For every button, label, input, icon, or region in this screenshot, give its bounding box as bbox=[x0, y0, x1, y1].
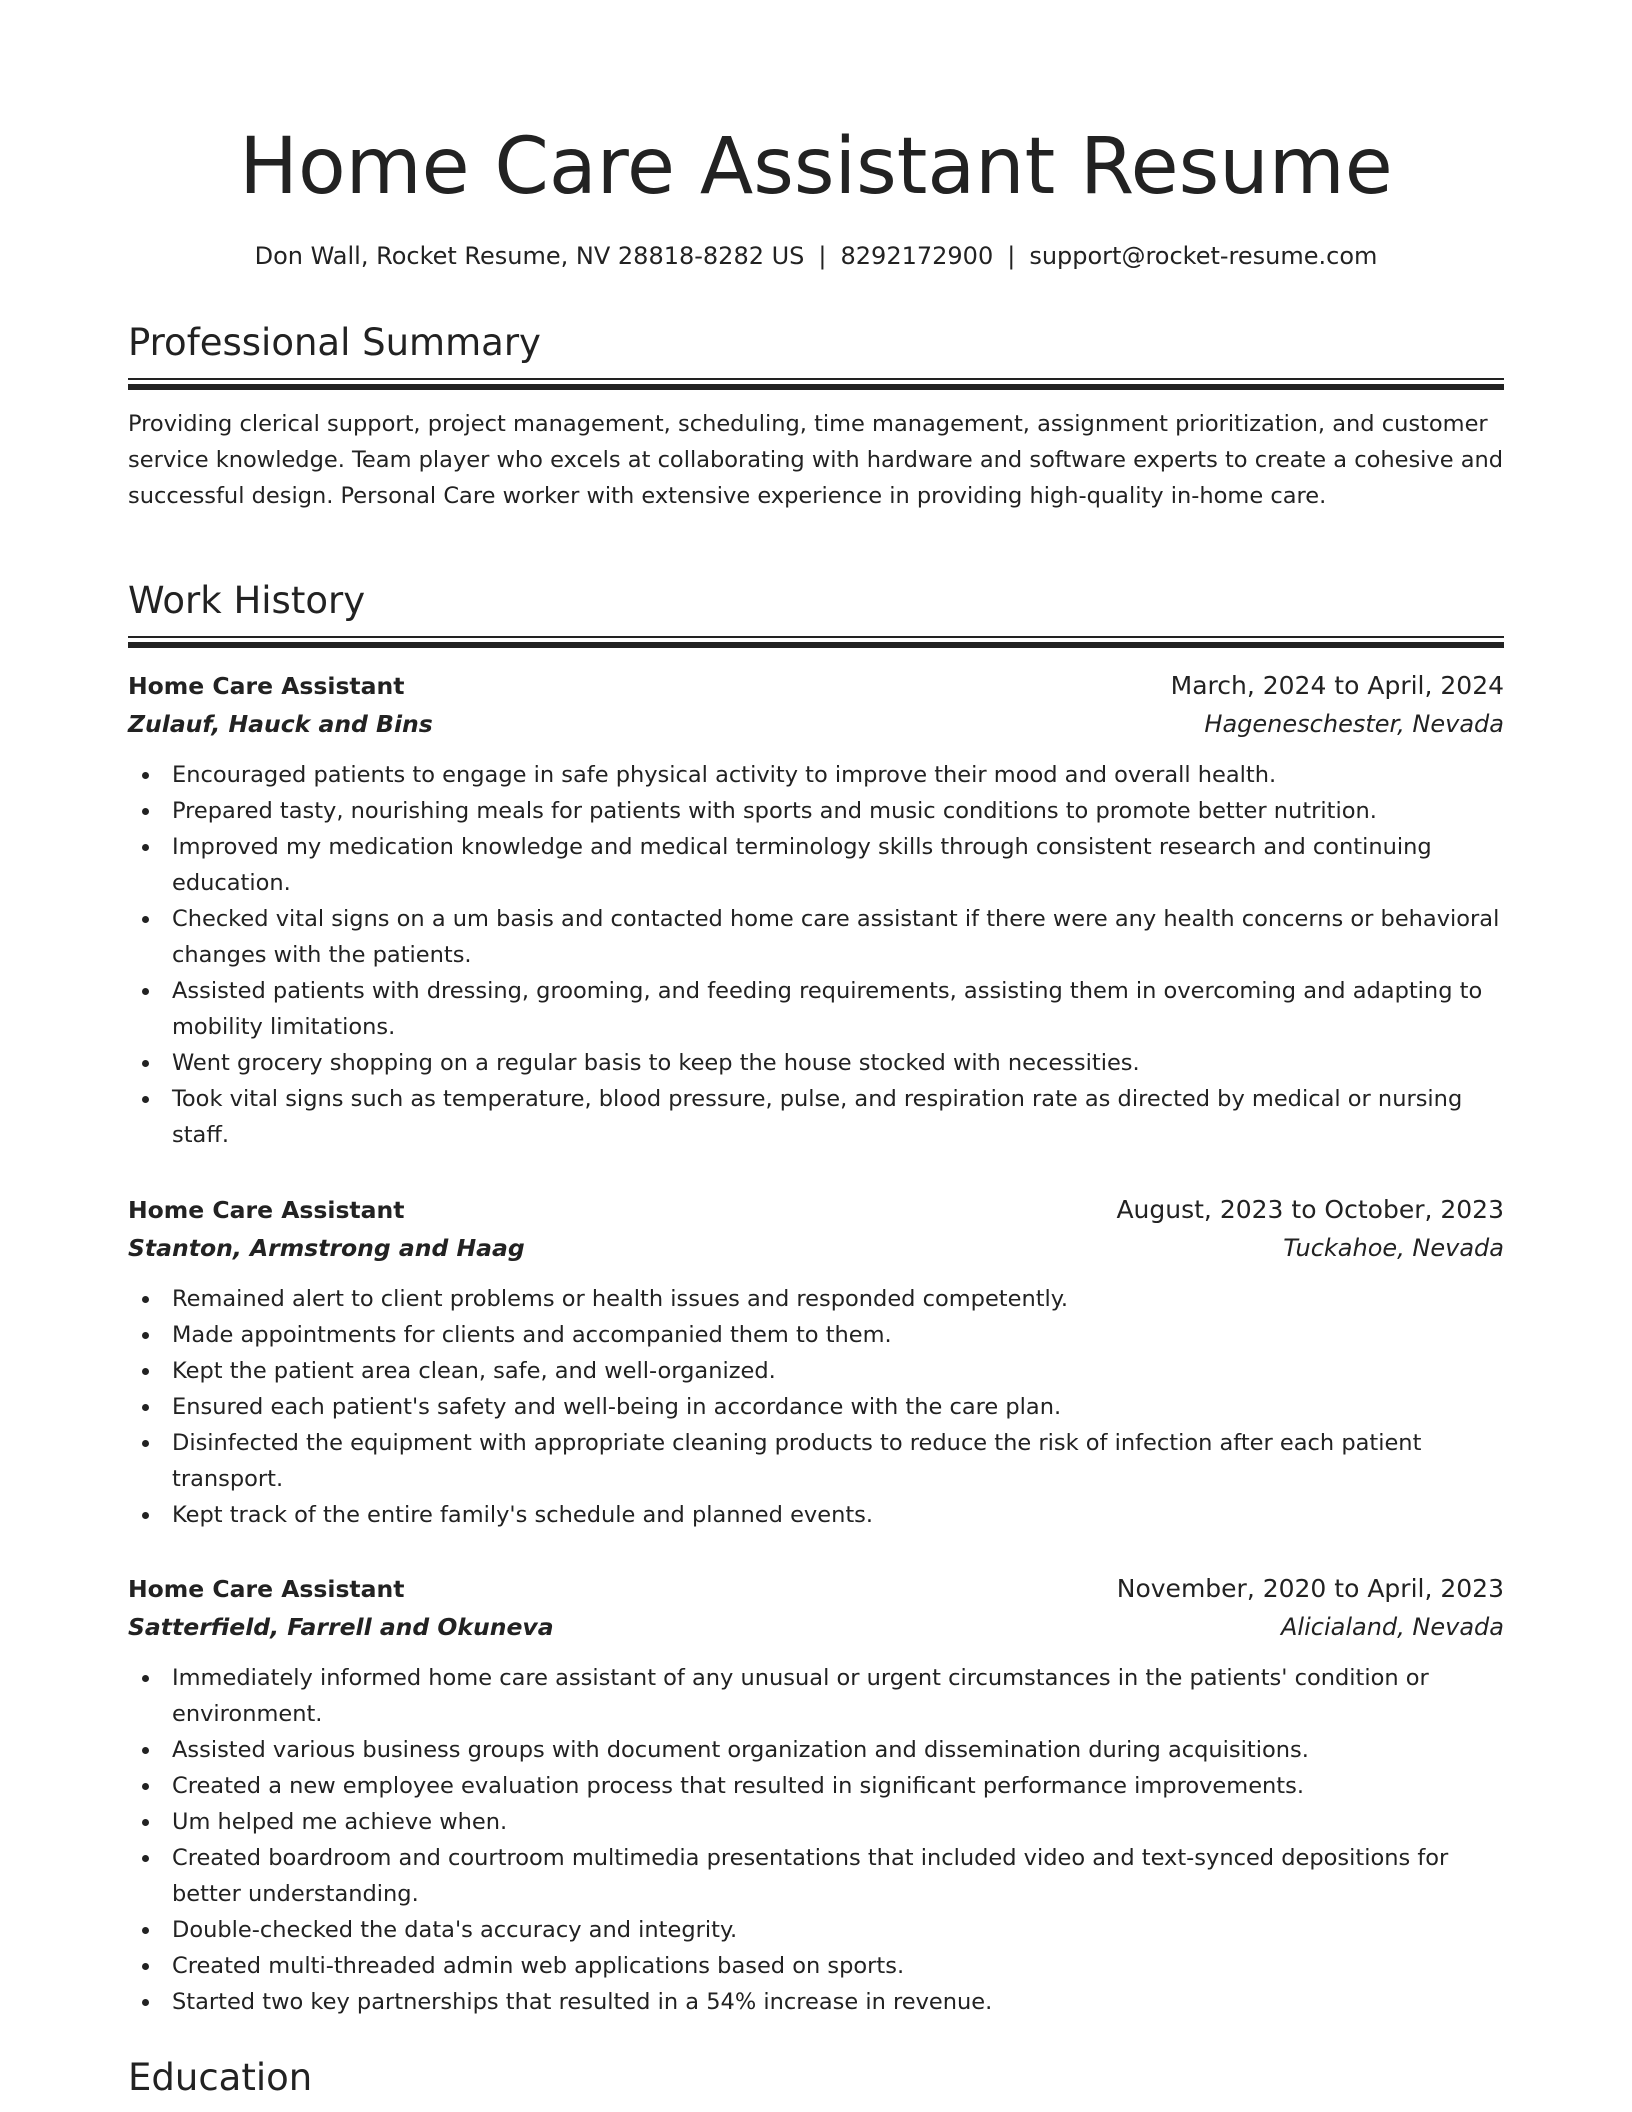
contact-separator: | bbox=[818, 242, 827, 270]
bullet-item: Encouraged patients to engage in safe physical activity to improve their mood and overall health. bbox=[172, 757, 1504, 793]
contact-line bbox=[128, 236, 1504, 276]
job-dates: March, 2024 to April, 2024 bbox=[1170, 671, 1504, 700]
bullet-item: Ensured each patient's safety and well-being in accordance with the care plan. bbox=[172, 1389, 1504, 1425]
bullet-item: Checked vital signs on a um basis and contacted home care assistant if there were any health concerns or behavioral changes with the patients. bbox=[172, 901, 1504, 973]
resume-title: Home Care Assistant Resume bbox=[239, 122, 1393, 212]
job-dates: August, 2023 to October, 2023 bbox=[1116, 1195, 1504, 1224]
bullet-item: Kept the patient area clean, safe, and well-organized. bbox=[172, 1353, 1504, 1389]
bullet-item: Prepared tasty, nourishing meals for patients with sports and music conditions to promote better nutrition. bbox=[172, 793, 1504, 829]
job-entry bbox=[128, 1570, 1504, 2020]
job-location: Tuckahoe, Nevada bbox=[1283, 1234, 1504, 1262]
bullet-item: Created boardroom and courtroom multimedia presentations that included video and text-synced depositions for better understanding. bbox=[172, 1840, 1504, 1912]
job-title: Home Care Assistant bbox=[128, 672, 405, 700]
bullet-item: Assisted various business groups with document organization and dissemination during acquisitions. bbox=[172, 1732, 1504, 1768]
section-divider bbox=[128, 378, 1504, 388]
job-title: Home Care Assistant bbox=[128, 1575, 405, 1603]
job-company: Stanton, Armstrong and Haag bbox=[128, 1234, 525, 1262]
contact-address: Don Wall, Rocket Resume, NV 28818-8282 US bbox=[254, 242, 805, 270]
contact-phone: 8292172900 bbox=[840, 242, 994, 270]
bullet-item: Went grocery shopping on a regular basis to keep the house stocked with necessities. bbox=[172, 1045, 1504, 1081]
bullet-item: Made appointments for clients and accompanied them to them. bbox=[172, 1317, 1504, 1353]
bullet-item: Created a new employee evaluation process that resulted in significant performance improvements. bbox=[172, 1768, 1504, 1804]
contact-separator: | bbox=[1007, 242, 1016, 270]
job-bullets bbox=[128, 1660, 1504, 2020]
bullet-item: Remained alert to client problems or health issues and responded competently. bbox=[172, 1281, 1504, 1317]
job-location: Hageneschester, Nevada bbox=[1204, 710, 1504, 738]
section-title-education: Education bbox=[128, 2056, 313, 2099]
contact-email: support@rocket-resume.com bbox=[1029, 242, 1378, 270]
bullet-item: Started two key partnerships that resulted in a 54% increase in revenue. bbox=[172, 1984, 1504, 2020]
section-title-work-history: Work History bbox=[128, 579, 366, 622]
job-bullets bbox=[128, 1281, 1504, 1533]
bullet-item: Um helped me achieve when. bbox=[172, 1804, 1504, 1840]
bullet-item: Immediately informed home care assistant of any unusual or urgent circumstances in the patients' condition or environment. bbox=[172, 1660, 1504, 1732]
summary-text: Providing clerical support, project management, scheduling, time management, assignment prioritization, and customer service knowledge. Team player who excels at collaborating with hardware and software experts to create a cohesive and successful design. Personal Care worker with extensive experience in providing high-quality in-home care. bbox=[128, 411, 1504, 509]
job-company: Zulauf, Hauck and Bins bbox=[128, 710, 433, 738]
job-entry bbox=[128, 1191, 1504, 1533]
bullet-item: Assisted patients with dressing, grooming, and feeding requirements, assisting them in overcoming and adapting to mobility limitations. bbox=[172, 973, 1504, 1045]
job-location: Alicialand, Nevada bbox=[1281, 1613, 1504, 1641]
bullet-item: Disinfected the equipment with appropriate cleaning products to reduce the risk of infection after each patient transport. bbox=[172, 1425, 1504, 1497]
bullet-item: Kept track of the entire family's schedule and planned events. bbox=[172, 1497, 1504, 1533]
bullet-item: Took vital signs such as temperature, blood pressure, pulse, and respiration rate as directed by medical or nursing staff. bbox=[172, 1081, 1504, 1153]
job-company: Satterfield, Farrell and Okuneva bbox=[128, 1613, 554, 1641]
bullet-item: Created multi-threaded admin web applications based on sports. bbox=[172, 1948, 1504, 1984]
job-bullets bbox=[128, 757, 1504, 1153]
section-divider bbox=[128, 636, 1504, 646]
bullet-item: Improved my medication knowledge and medical terminology skills through consistent research and continuing education. bbox=[172, 829, 1504, 901]
job-title: Home Care Assistant bbox=[128, 1196, 405, 1224]
section-title-summary: Professional Summary bbox=[128, 321, 541, 364]
bullet-item: Double-checked the data's accuracy and integrity. bbox=[172, 1912, 1504, 1948]
job-dates: November, 2020 to April, 2023 bbox=[1116, 1574, 1504, 1603]
job-entry bbox=[128, 667, 1504, 1153]
